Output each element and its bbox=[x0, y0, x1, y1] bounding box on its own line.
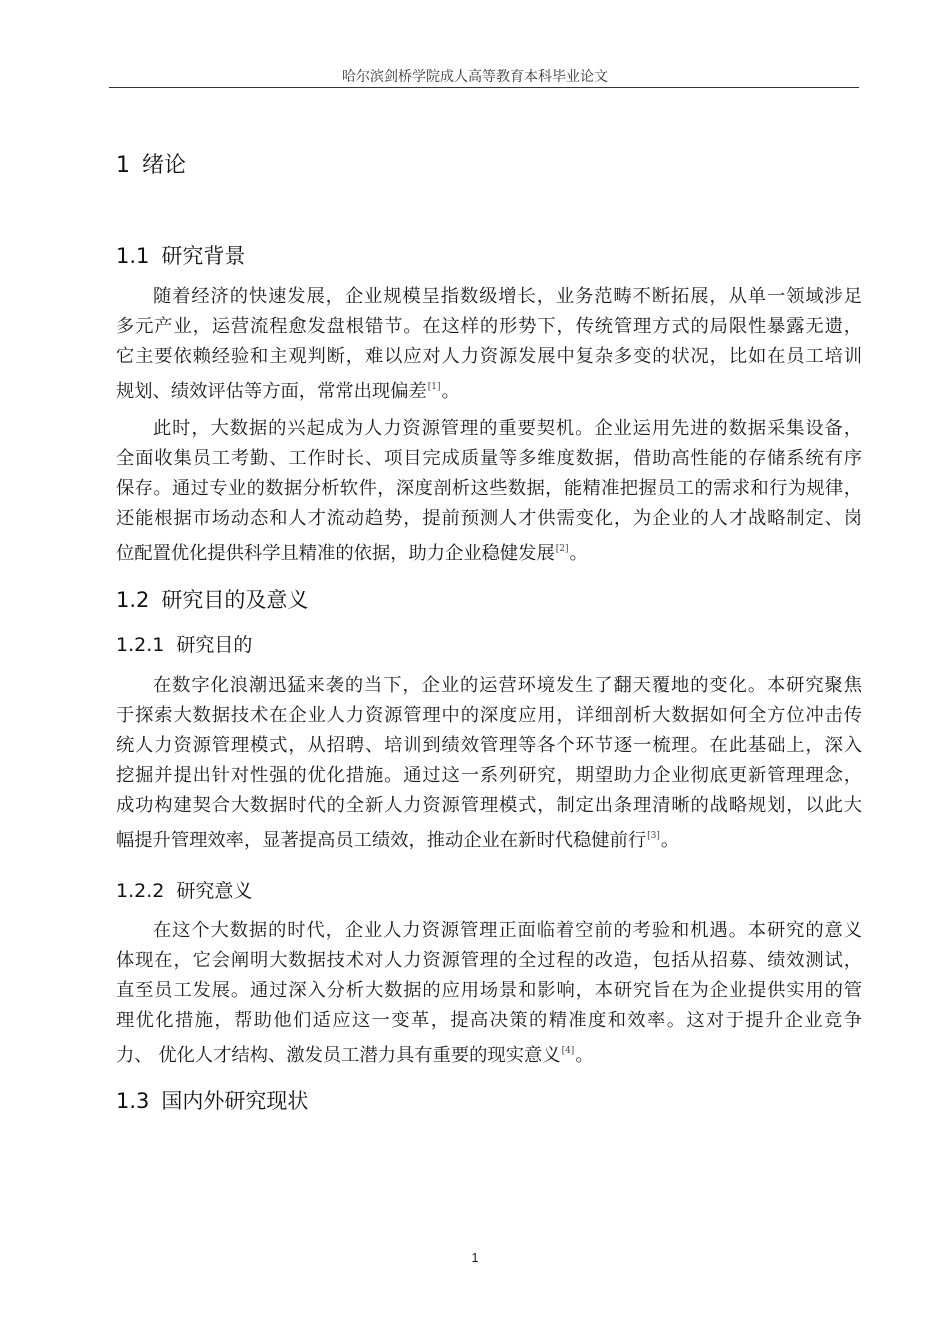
line-end: 。 bbox=[575, 1045, 594, 1066]
paragraph-line: 随着经济的快速发展，企业规模呈指数级增长，业务范畴不断拓展，从单一领域涉足 bbox=[153, 286, 862, 307]
paragraph-line: 多元产业，运营流程愈发盘根错节。在这样的形势下，传统管理方式的局限性暴露无遗， bbox=[116, 316, 862, 337]
citation-ref[interactable]: [3] bbox=[647, 831, 660, 841]
chapter-number: 1 bbox=[116, 153, 130, 178]
citation-ref[interactable]: [1] bbox=[427, 382, 441, 392]
paragraph-line: 在这个大数据的时代，企业人力资源管理正面临着空前的考验和机遇。本研究的意义 bbox=[153, 920, 862, 941]
subsection-number: 1.2.2 bbox=[116, 880, 165, 902]
header-divider bbox=[109, 87, 859, 88]
paragraph-line: 直至员工发展。通过深入分析大数据的应用场景和影响，本研究旨在为企业提供实用的管 bbox=[116, 980, 862, 1001]
subsection-heading-1-2-2 bbox=[116, 876, 252, 903]
line-end: 。 bbox=[660, 830, 680, 851]
paragraph-line-last bbox=[116, 1040, 862, 1067]
page-number: 1 bbox=[471, 1250, 479, 1265]
section-number: 1.3 bbox=[116, 1089, 150, 1113]
line-text: 力、 优化人才结构、激发员工潜力具有重要的现实意义 bbox=[116, 1045, 561, 1066]
line-end: 。 bbox=[569, 543, 588, 564]
section-heading-1-1 bbox=[116, 240, 245, 270]
paragraph-line: 理优化措施，帮助他们适应这一变革，提高决策的精准度和效率。这对于提升企业竞争 bbox=[116, 1010, 862, 1031]
paragraph-line: 此时，大数据的兴起成为人力资源管理的重要契机。企业运用先进的数据采集设备， bbox=[153, 418, 862, 439]
subsection-number: 1.2.1 bbox=[116, 634, 165, 656]
paragraph-line-last bbox=[116, 825, 862, 852]
citation-ref[interactable]: [4] bbox=[561, 1046, 575, 1056]
section-title: 研究目的及意义 bbox=[161, 588, 309, 612]
line-text: 幅提升管理效率，显著提高员工绩效，推动企业在新时代稳健前行 bbox=[116, 830, 647, 851]
paragraph-line-last bbox=[116, 376, 862, 403]
chapter-title: 绪论 bbox=[142, 153, 187, 178]
citation-ref[interactable]: [2] bbox=[555, 544, 569, 554]
line-end: 。 bbox=[441, 381, 460, 402]
paragraph-line: 保存。通过专业的数据分析软件，深度剖析这些数据，能精准把握员工的需求和行为规律， bbox=[116, 478, 862, 499]
paragraph-line: 挖掘并提出针对性强的优化措施。通过这一系列研究，期望助力企业彻底更新管理理念， bbox=[116, 765, 862, 786]
paragraph-line: 成功构建契合大数据时代的全新人力资源管理模式，制定出条理清晰的战略规划，以此大 bbox=[116, 795, 862, 816]
section-heading-1-2 bbox=[116, 584, 308, 614]
paragraph-line: 全面收集员工考勤、工作时长、项目完成质量等多维度数据，借助高性能的存储系统有序 bbox=[116, 448, 862, 469]
subsection-title: 研究意义 bbox=[176, 880, 253, 902]
paragraph-line-last bbox=[116, 538, 862, 565]
subsection-title: 研究目的 bbox=[176, 634, 253, 656]
paragraph-line: 统人力资源管理模式，从招聘、培训到绩效管理等各个环节逐一梳理。在此基础上，深入 bbox=[116, 735, 862, 756]
line-text: 位配置优化提供科学且精准的依据，助力企业稳健发展 bbox=[116, 543, 555, 564]
running-header: 哈尔滨剑桥学院成人高等教育本科毕业论文 bbox=[342, 69, 608, 85]
paragraph-line: 体现在，它会阐明大数据技术对人力资源管理的全过程的改造，包括从招募、绩效测试， bbox=[116, 950, 862, 971]
section-number: 1.1 bbox=[116, 244, 150, 268]
section-number: 1.2 bbox=[116, 588, 150, 612]
subsection-heading-1-2-1 bbox=[116, 630, 252, 657]
section-title: 研究背景 bbox=[161, 244, 246, 268]
chapter-heading bbox=[116, 148, 186, 179]
line-text: 规划、绩效评估等方面，常常出现偏差 bbox=[116, 381, 427, 402]
paragraph-line: 它主要依赖经验和主观判断，难以应对人力资源发展中复杂多变的状况，比如在员工培训 bbox=[116, 346, 862, 367]
paragraph-line: 于探索大数据技术在企业人力资源管理中的深度应用，详细剖析大数据如何全方位冲击传 bbox=[116, 705, 862, 726]
paragraph-line: 在数字化浪潮迅猛来袭的当下，企业的运营环境发生了翻天覆地的变化。本研究聚焦 bbox=[153, 675, 862, 696]
paragraph-line: 还能根据市场动态和人才流动趋势，提前预测人才供需变化，为企业的人才战略制定、岗 bbox=[116, 508, 862, 529]
section-heading-1-3 bbox=[116, 1085, 308, 1115]
section-title: 国内外研究现状 bbox=[161, 1089, 309, 1113]
